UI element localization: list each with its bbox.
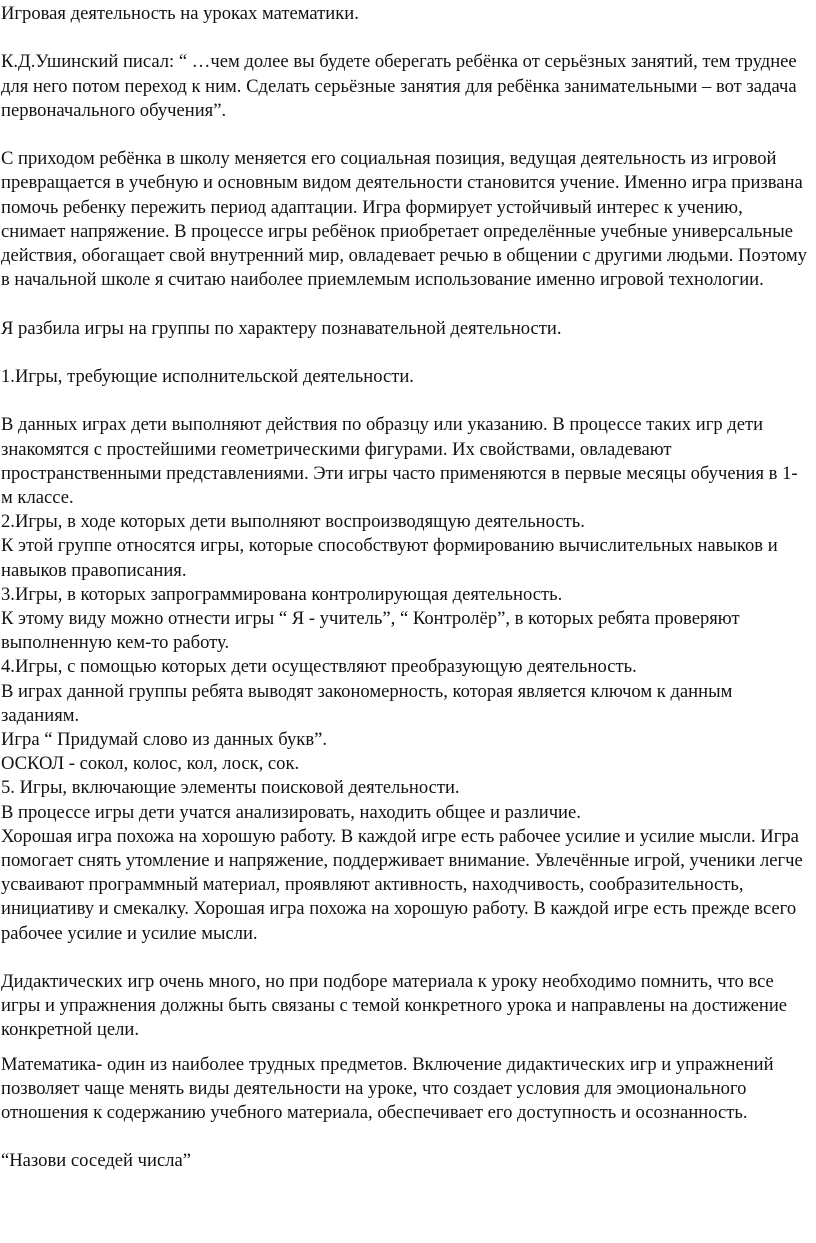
paragraph-good-game: Хорошая игра похожа на хорошую работу. В каждой игре есть рабочее усилие и усилие мысли. Игра помогает снять утомление и напряжение, поддерживает внимание. Увлечённые игрой, ученики легче усваивают программный материал, проявляют активность, находчивость, сообразительность, инициативу и смекалку. Хорошая игра похожа на хорошую работу. В каждой игре есть прежде всего рабочее усилие и усилие мысли. [1,825,803,944]
heading-group-4: 4.Игры, с помощью которых дети осуществляют преобразующую деятельность. [1,656,637,678]
heading-group-2: 2.Игры, в ходе которых дети выполняют воспроизводящую деятельность. [1,511,585,533]
heading-group-5: 5. Игры, включающие элементы поисковой деятельности. [1,777,460,799]
paragraph-mathematics: Математика- один из наиболее трудных предметов. Включение дидактических игр и упражнений позволяет чаще менять виды деятельности на уроке, что создает условия для эмоционального отношения к содержанию учебного материала, обеспечивает его доступность и осознанность. [1,1053,774,1124]
paragraph-spacer [1,26,808,50]
paragraph-spacer [1,123,808,147]
heading-group-3: 3.Игры, в которых запрограммирована контролирующая деятельность. [1,583,563,605]
paragraph-spacer [1,341,808,365]
paragraph-spacer [1,946,808,970]
paragraph-game-groups-intro: Я разбила игры на группы по характеру познавательной деятельности. [1,317,562,339]
heading-group-1: 1.Игры, требующие исполнительской деятельности. [1,365,414,387]
paragraph-spacer [1,1125,808,1149]
paragraph-group-4-description: В играх данной группы ребята выводят закономерность, которая является ключом к данным заданиям. [1,680,733,726]
paragraph-spacer [1,389,808,413]
paragraph-game-title-neighbors: “Назови соседей числа” [1,1150,191,1172]
paragraph-group-1-description: В данных играх дети выполняют действия по образцу или указанию. В процессе таких игр дети знакомятся с простейшими геометрическими фигурами. Их свойствами, овладевают пространственными представлениями. Эти игры часто применяются в первые месяцы обучения в 1-м классе. [1,414,798,508]
paragraph-spacer [1,292,808,316]
paragraph-social-position: С приходом ребёнка в школу меняется его социальная позиция, ведущая деятельность из игровой превращается в учебную и основным видом деятельности становится учение. Именно игра призвана помочь ребенку пережить период адаптации. Игра формирует устойчивый интерес к учению, снимает напряжение. В процессе игры ребёнок приобретает определённые учебные универсальные действия, обогащает свой внутренний мир, овладевает речью в общении с другими людьми. Поэтому в начальной школе я считаю наиболее приемлемым использование именно игровой технологии. [1,148,807,291]
paragraph-game-example: Игра “ Придумай слово из данных букв”. [1,729,328,751]
paragraph-ushinsky-quote: К.Д.Ушинский писал: “ …чем долее вы будете оберегать ребёнка от серьёзных занятий, тем труднее для него потом переход к ним. Сделать серьёзные занятия для ребёнка занимательными – вот задача первоначального обучения”. [1,51,797,121]
paragraph-group-2-description: К этой группе относятся игры, которые способствуют формированию вычислительных навыков и навыков правописания. [1,535,778,581]
paragraph-didactic-games: Дидактических игр очень много, но при подборе материала к уроку необходимо помнить, что все игры и упражнения должны быть связаны с темой конкретного урока и направлены на достижение конкретной цели. [1,971,788,1041]
paragraph-group-5-description: В процессе игры дети учатся анализировать, находить общее и различие. [1,801,581,823]
paragraph-oskol-example: ОСКОЛ - сокол, колос, кол, лоск, сок. [1,753,300,775]
document-title: Игровая деятельность на уроках математики. [1,3,359,24]
paragraph-spacer [1,1043,808,1053]
paragraph-group-3-description: К этому виду можно отнести игры “ Я - учитель”, “ Контролёр”, в которых ребята проверяют выполненную кем-то работу. [1,608,740,654]
